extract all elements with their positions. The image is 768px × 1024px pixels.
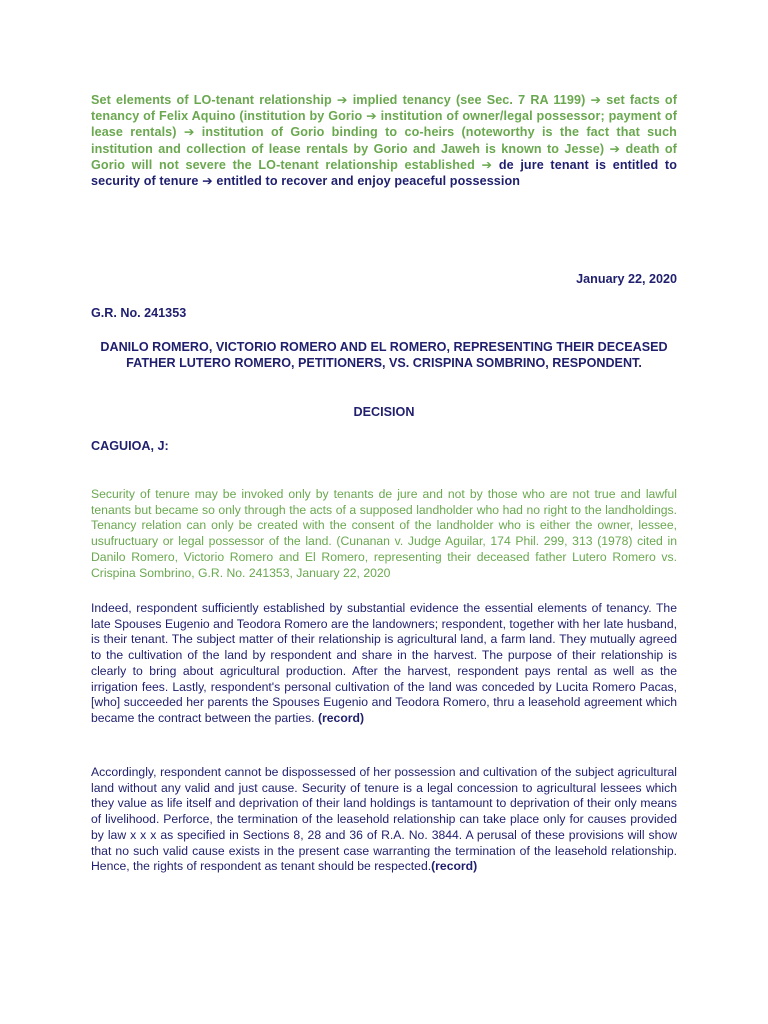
arrow-right-icon: ➔ — [609, 141, 621, 156]
arrow-right-icon: ➔ — [590, 93, 602, 107]
summary-text: death of Gorio will not severe the LO-tenant relationship established — [91, 141, 677, 172]
summary-text: de jure tenant is entitled to security of tenure — [91, 157, 677, 189]
arrow-right-icon: ➔ — [183, 125, 195, 140]
doctrine-paragraph — [91, 487, 677, 581]
arrow-right-icon: ➔ — [481, 157, 493, 172]
decision-date: January 22, 2020 — [576, 272, 677, 286]
elements-text: Indeed, respondent sufficiently established by substantial evidence the essential elements of tenancy. The late Spouses Eugenio and Teodora Romero are the landowners; respondent, together with her late husband, is their tenant. The subject matter of their relationship is agricultural land, a farm land. They mutually agreed to the cultivation of the land by respondent and share in the harvest. The purpose of their relationship is clearly to bring about agricultural production. After the harvest, respondent pays rental as well as the irrigation fees. Lastly, respondent's personal cultivation of the land was conceded by Lucita Romero Pacas, [who] succeeded her parents the Spouses Eugenio and Teodora Romero, thru a leasehold agreement which became the contract between the parties. — [91, 601, 677, 725]
case-summary — [91, 92, 677, 189]
ponente: CAGUIOA, J: — [91, 439, 169, 453]
record-tag: (record) — [431, 859, 478, 874]
decision-heading: DECISION — [353, 405, 415, 419]
doctrine-text: Security of tenure may be invoked only by tenants de jure and not by those who are not true and lawful tenants but became so only through the acts of a supposed landholder who had no right to the landholdings. Tenancy relation can only be created with the consent of the landholder who is either the owner, lessee, usufructuary or legal possessor of the land. (Cunanan v. Judge Aguilar, 174 Phil. 299, 313 (1978) cited in Danilo Romero, Victorio Romero and El Romero, representing their deceased father Lutero Romero vs. Crispina Sombrino, G.R. No. 241353, January 22, 2020 — [91, 487, 677, 580]
case-number: G.R. No. 241353 — [91, 306, 187, 320]
summary-text: institution of owner/legal possessor; payment of lease rentals) — [91, 109, 677, 140]
dispossession-paragraph — [91, 765, 677, 875]
summary-text: Set elements of LO-tenant relationship — [91, 93, 332, 107]
dispossession-text: Accordingly, respondent cannot be dispossessed of her possession and cultivation of the subject agricultural land without any valid and just cause. Security of tenure is a legal concession to agricultural lessees which they value as life itself and deprivation of their land holdings is tantamount to deprivation of their only means of livelihood. Perforce, the termination of the leasehold relationship can take place only for causes provided by law x x x as specified in Sections 8, 28 and 36 of R.A. No. 3844. A perusal of these provisions will show that no such valid cause exists in the present case warranting the termination of the leasehold relationship. Hence, the rights of respondent as tenant should be respected. — [91, 765, 677, 874]
record-tag: (record) — [317, 710, 365, 725]
summary-text: set facts of tenancy of Felix Aquino (institution by Gorio — [91, 93, 678, 124]
summary-text: entitled to recover and enjoy peaceful possession — [216, 174, 521, 189]
arrow-right-icon: ➔ — [336, 93, 348, 107]
arrow-right-icon: ➔ — [366, 109, 377, 124]
elements-paragraph — [91, 601, 677, 727]
case-caption: DANILO ROMERO, VICTORIO ROMERO AND EL ROMERO, REPRESENTING THEIR DECEASED FATHER LUTERO ROMERO, PETITIONERS, VS. CRISPINA SOMBRINO, RESPONDENT. — [100, 340, 668, 370]
summary-text: implied tenancy (see Sec. 7 RA 1199) — [352, 93, 586, 107]
arrow-right-icon: ➔ — [202, 174, 213, 189]
summary-text: institution of Gorio binding to co-heirs (noteworthy is the fact that such institution and collection of lease rentals by Gorio and Jaweh is known to Jesse) — [91, 125, 677, 156]
